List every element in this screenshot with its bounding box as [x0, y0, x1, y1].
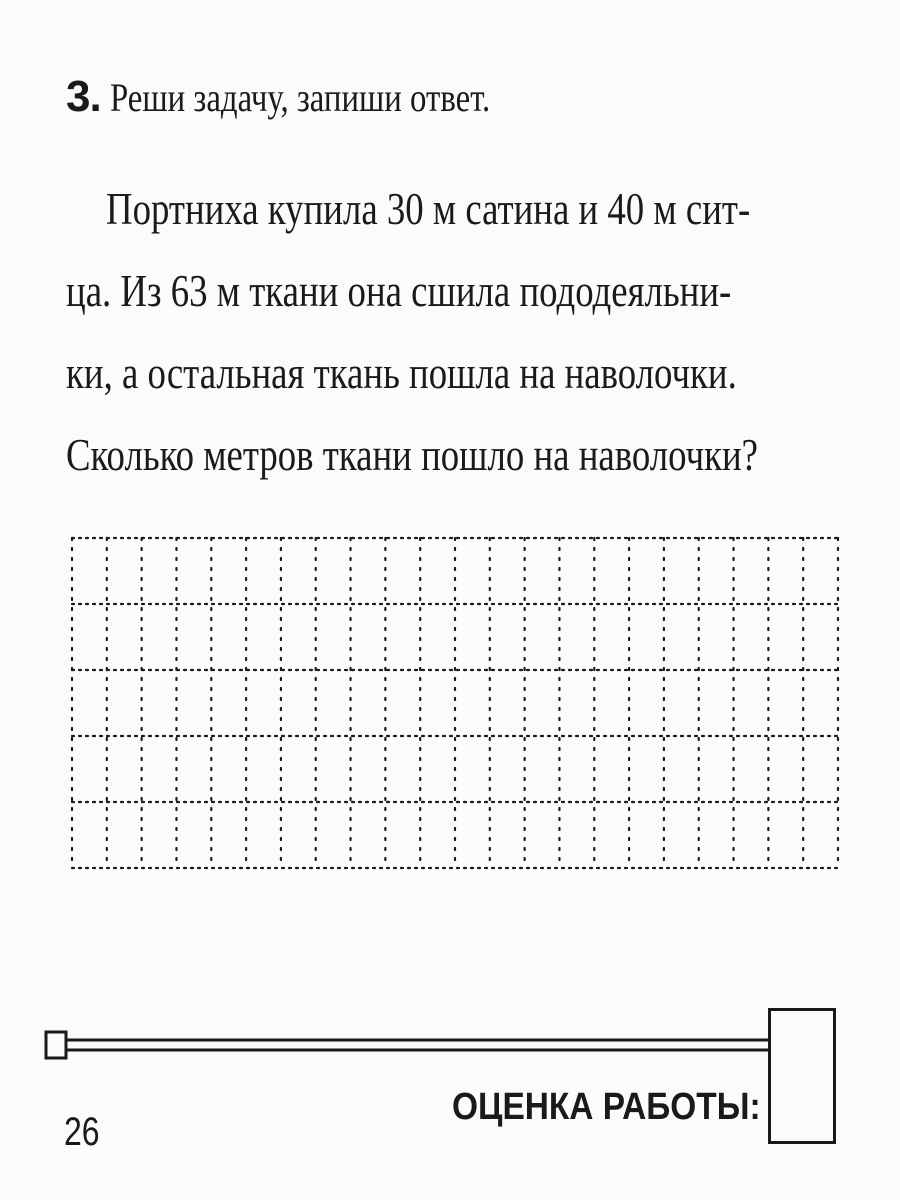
score-label: ОЦЕНКА РАБОТЫ:: [452, 1086, 761, 1128]
score-box[interactable]: [768, 1008, 836, 1144]
task-number: 3: [66, 72, 90, 121]
page-number: 26: [64, 1110, 100, 1154]
problem-line: Сколько метров ткани пошло на наволочки?: [66, 429, 758, 480]
word-problem: [66, 168, 834, 496]
task-number-dot: .: [89, 72, 102, 121]
problem-line: ца. Из 63 м ткани она сшила пододеяльни-: [66, 265, 732, 316]
task-instruction: Реши задачу, запиши ответ.: [109, 75, 490, 120]
problem-line: Портниха купила 30 м сатина и 40 м сит-: [106, 183, 751, 234]
answer-grid[interactable]: [70, 536, 840, 870]
rule-end-square: [46, 1032, 66, 1058]
task-header: [66, 72, 573, 122]
footer-rule: [44, 1026, 774, 1066]
problem-line: ки, а остальная ткань пошла на наволочки.: [66, 347, 737, 398]
